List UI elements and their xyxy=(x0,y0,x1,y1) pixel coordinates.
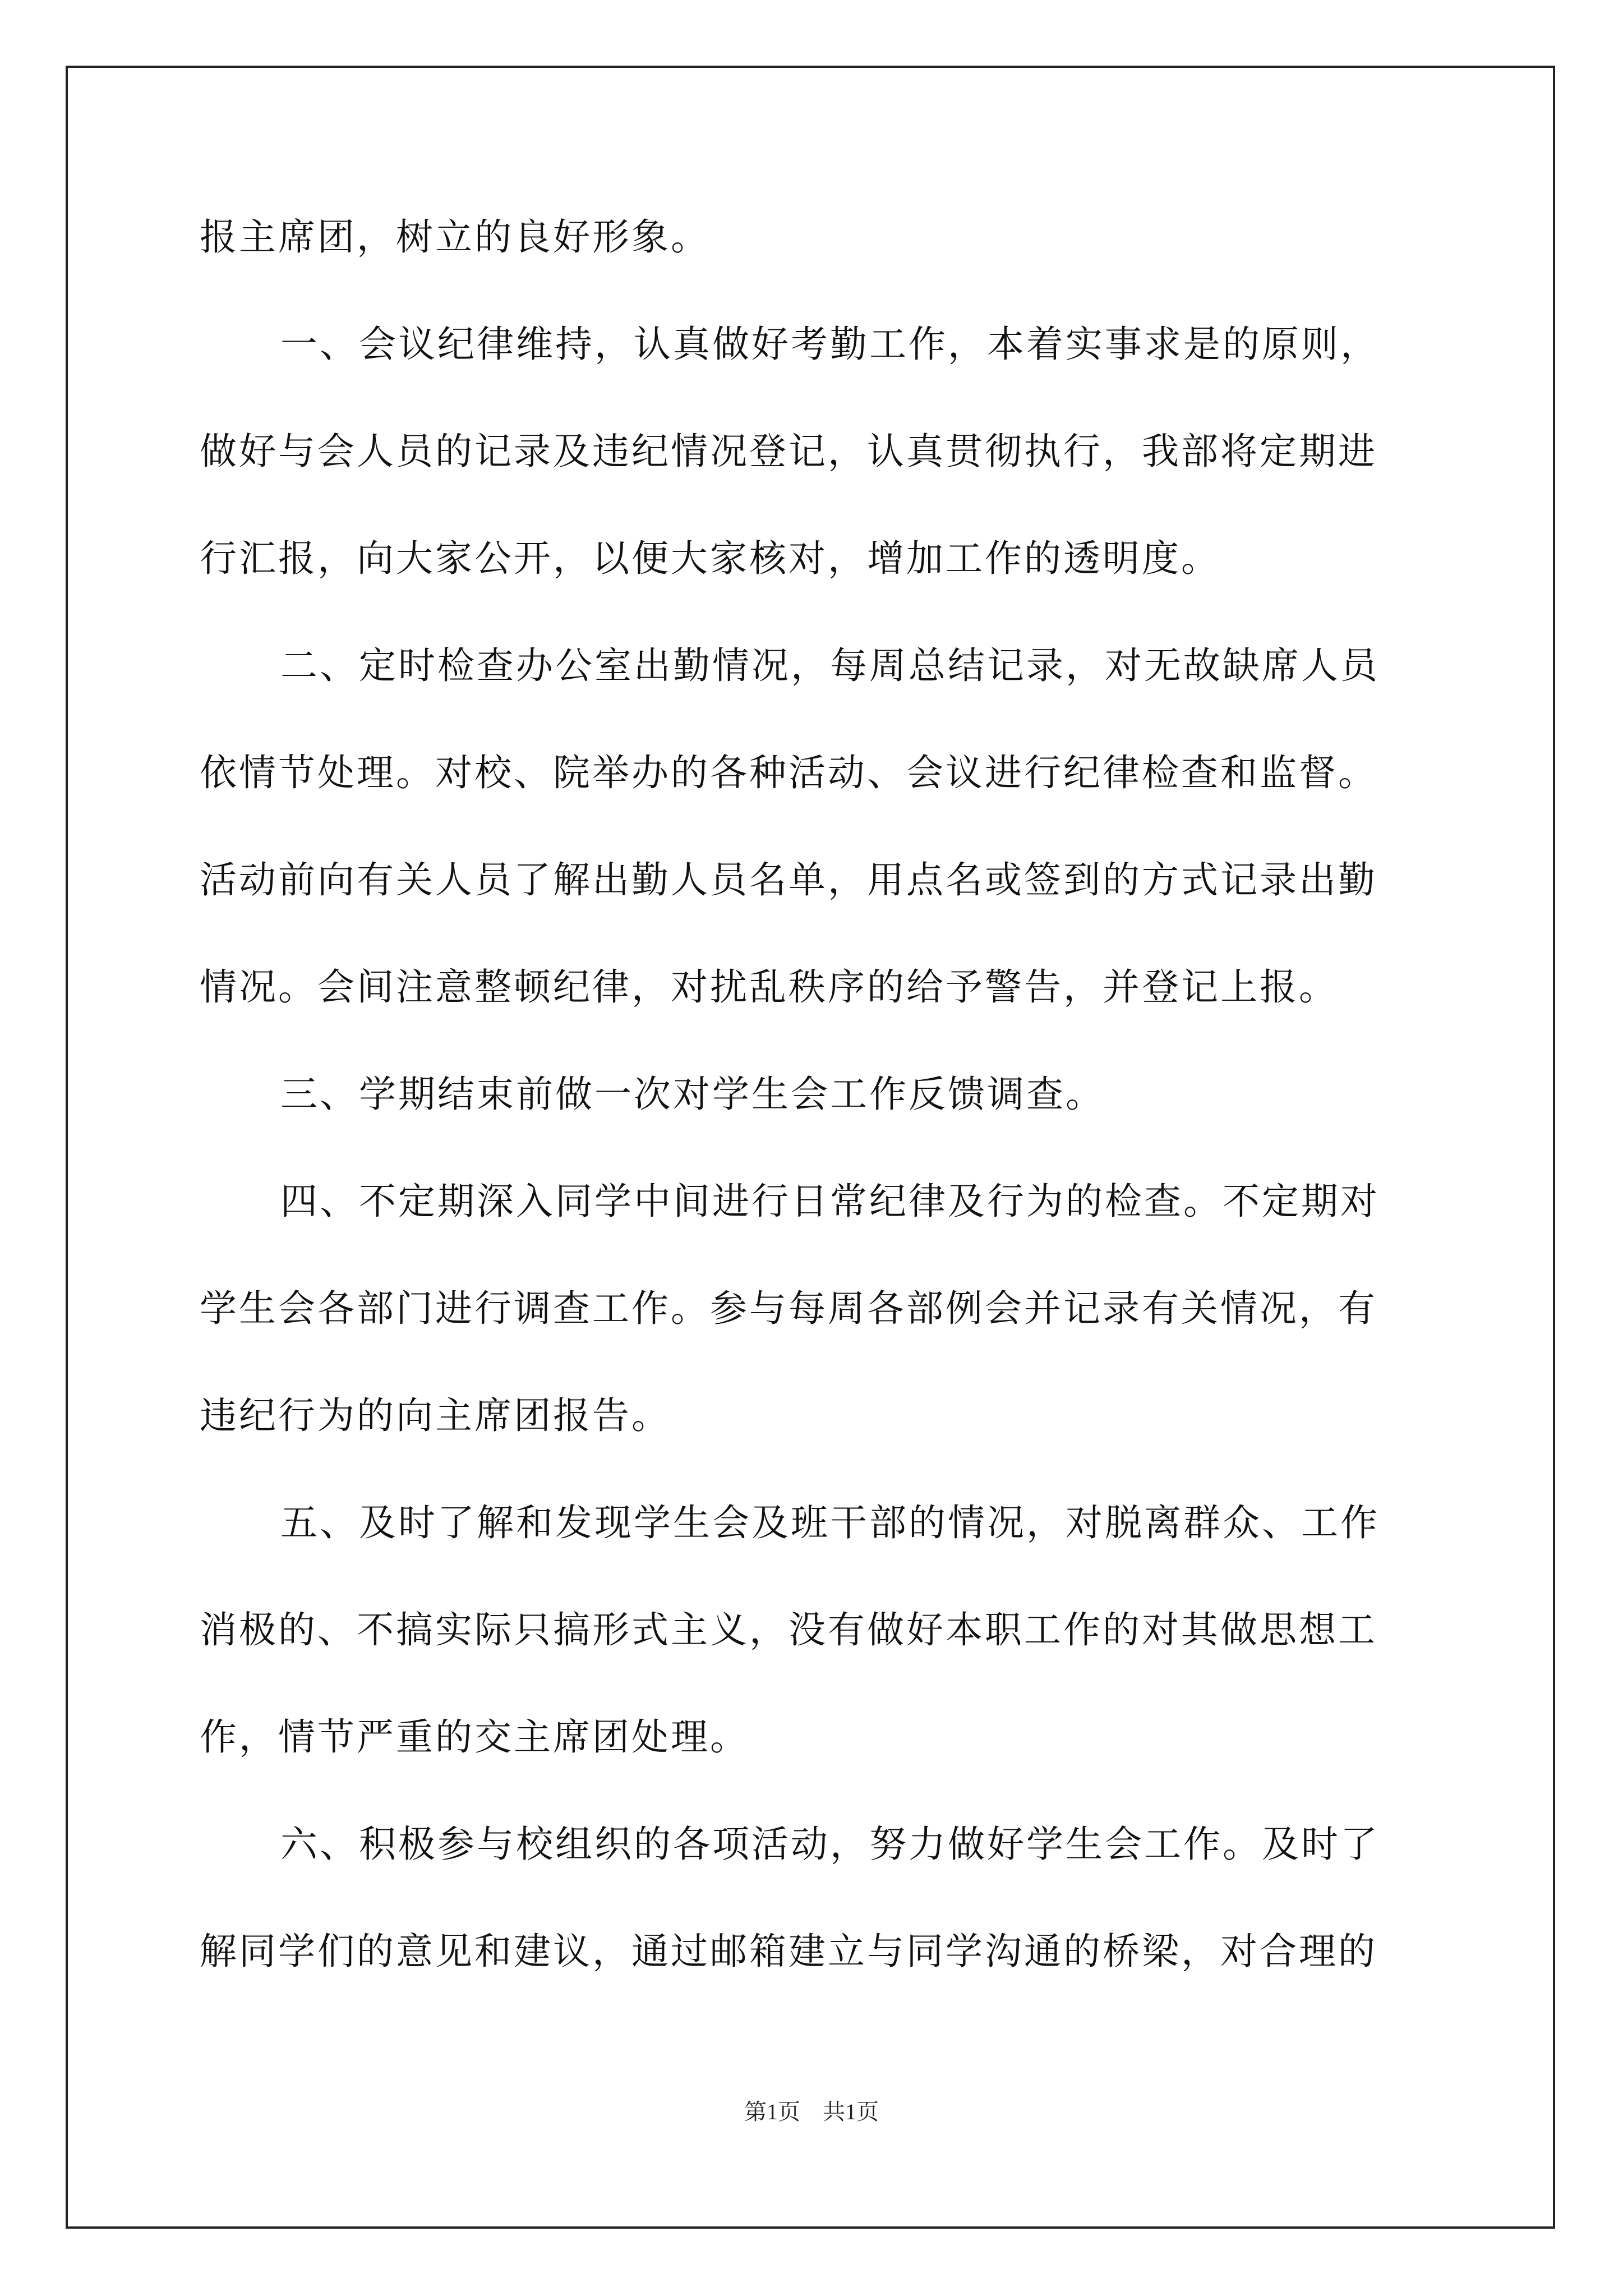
text-line: 六、积极参与校组织的各项活动，努力做好学生会工作。及时了 xyxy=(280,1823,1380,1866)
text-line: 做好与会人员的记录及违纪情况登记，认真贯彻执行，我部将定期进 xyxy=(200,430,1377,473)
document-body xyxy=(200,212,1422,2033)
page-footer xyxy=(0,2098,1623,2126)
text-line: 行汇报，向大家公开，以便大家核对，增加工作的透明度。 xyxy=(200,537,1220,580)
text-line: 作，情节严重的交主席团处理。 xyxy=(200,1715,749,1759)
text-line: 违纪行为的向主席团报告。 xyxy=(200,1394,671,1437)
text-line: 学生会各部门进行调查工作。参与每周各部例会并记录有关情况，有 xyxy=(200,1287,1377,1330)
text-line: 活动前向有关人员了解出勤人员名单，用点名或签到的方式记录出勤 xyxy=(200,858,1377,901)
text-line: 依情节处理。对校、院举办的各种活动、会议进行纪律检查和监督。 xyxy=(200,751,1377,794)
text-line: 消极的、不搞实际只搞形式主义，没有做好本职工作的对其做思想工 xyxy=(200,1608,1377,1651)
text-line: 解同学们的意见和建议，通过邮箱建立与同学沟通的桥梁，对合理的 xyxy=(200,1930,1377,1973)
text-line: 三、学期结束前做一次对学生会工作反馈调查。 xyxy=(280,1073,1105,1116)
page-total: 共1页 xyxy=(823,2099,879,2124)
text-line: 报主席团，树立的良好形象。 xyxy=(200,215,710,259)
text-line: 五、及时了解和发现学生会及班干部的情况，对脱离群众、工作 xyxy=(280,1501,1380,1544)
text-line: 情况。会间注意整顿纪律，对扰乱秩序的给予警告，并登记上报。 xyxy=(200,965,1338,1009)
text-line: 二、定时检查办公室出勤情况，每周总结记录，对无故缺席人员 xyxy=(280,644,1380,687)
text-line: 一、会议纪律维持，认真做好考勤工作，本着实事求是的原则， xyxy=(280,323,1380,366)
text-line: 四、不定期深入同学中间进行日常纪律及行为的检查。不定期对 xyxy=(280,1180,1380,1223)
page-number: 第1页 xyxy=(744,2099,800,2124)
